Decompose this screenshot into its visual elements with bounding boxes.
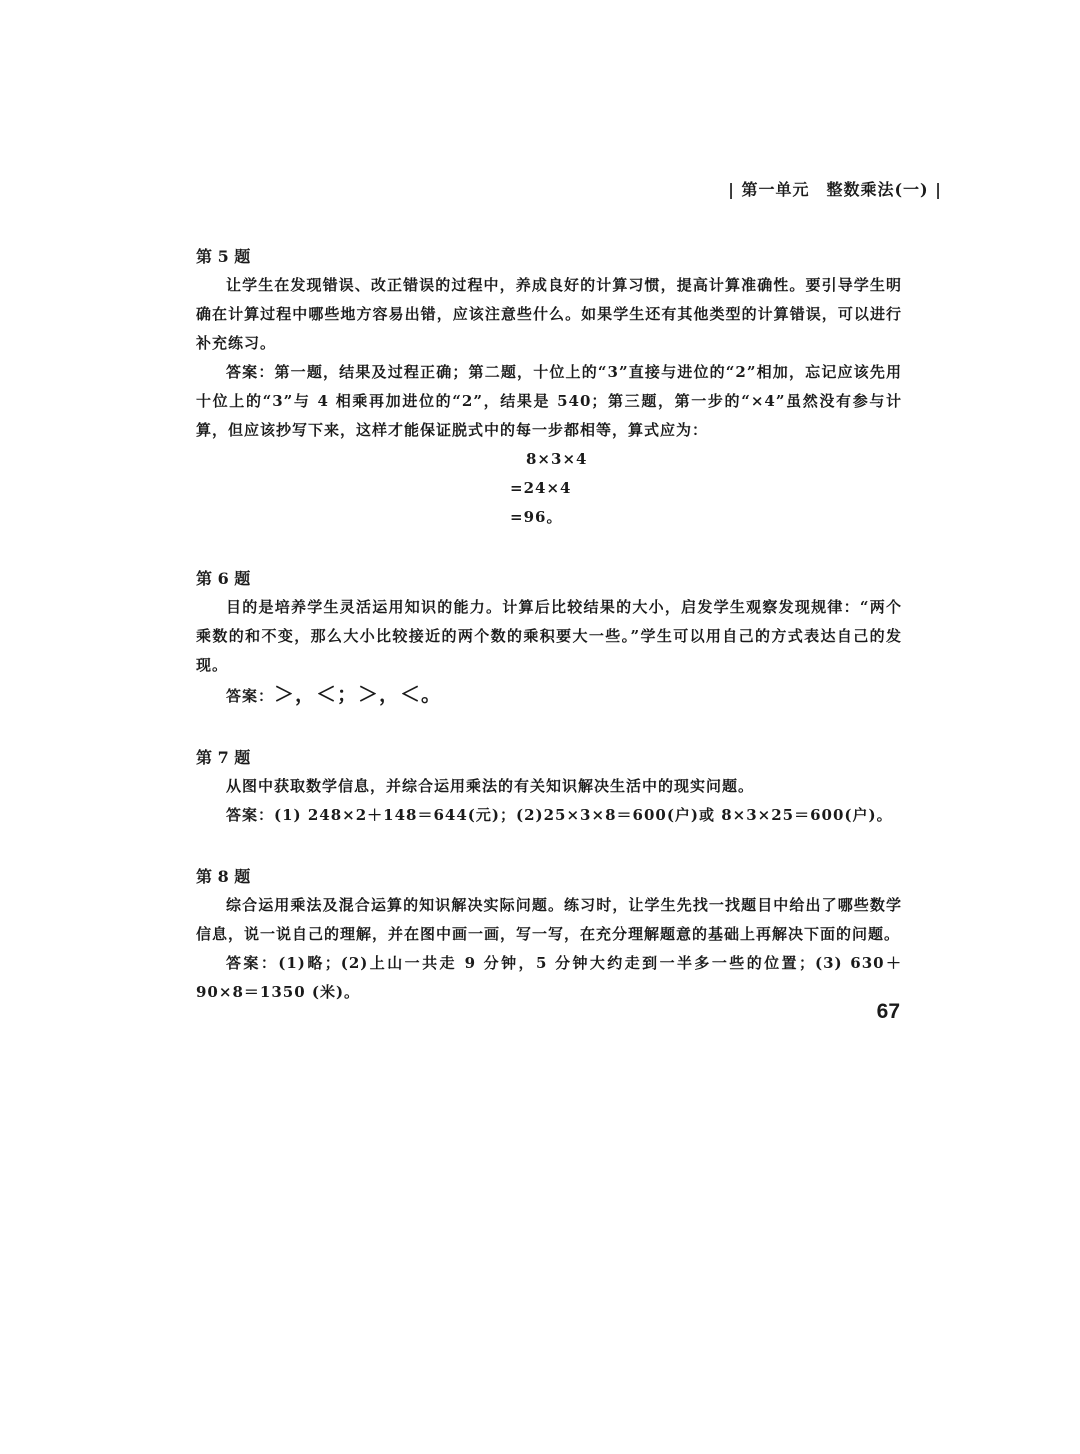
paragraph: 目的是培养学生灵活运用知识的能力。计算后比较结果的大小，启发学生观察发现规律：“两个乘数的和不变，那么大小比较接近的两个数的乘积要大一些。”学生可以用自己的方式表达自己的发现。 bbox=[196, 598, 902, 674]
equation-line: 8×3×4 bbox=[526, 450, 588, 468]
equation-line: =96。 bbox=[510, 508, 563, 526]
page-number: 67 bbox=[876, 1000, 900, 1023]
answer-paragraph: 答案：(1) 248×2＋148＝644(元)；(2)25×3×8＝600(户)或 8×3×25＝600(户)。 bbox=[226, 806, 893, 824]
answer-label: 答案： bbox=[226, 687, 275, 705]
section-title: 第 5 题 bbox=[196, 247, 251, 266]
section-problem-5 bbox=[196, 242, 902, 532]
answer-paragraph: 答案：第一题，结果及过程正确；第二题，十位上的“3”直接与进位的“2”相加，忘记应该先用十位上的“3”与 4 相乘再加进位的“2”，结果是 540；第三题，第一步的“×4”虽然没有参与计算，但应该抄写下来，这样才能保证脱式中的每一步都相等，算式应为： bbox=[196, 363, 902, 439]
section-title: 第 8 题 bbox=[196, 867, 251, 886]
section-problem-6 bbox=[196, 564, 902, 711]
page-content bbox=[196, 242, 902, 1039]
section-title: 第 7 题 bbox=[196, 748, 251, 767]
section-title: 第 6 题 bbox=[196, 569, 251, 588]
running-header: | 第一单元 整数乘法(一) | bbox=[728, 180, 942, 199]
section-problem-8 bbox=[196, 862, 902, 1007]
paragraph: 综合运用乘法及混合运算的知识解决实际问题。练习时，让学生先找一找题目中给出了哪些数学信息，说一说自己的理解，并在图中画一画，写一写，在充分理解题意的基础上再解决下面的问题。 bbox=[196, 896, 902, 943]
section-problem-7 bbox=[196, 743, 902, 830]
answer-symbols: ＞，＜；＞，＜。 bbox=[274, 682, 443, 706]
paragraph: 让学生在发现错误、改正错误的过程中，养成良好的计算习惯，提高计算准确性。要引导学生明确在计算过程中哪些地方容易出错，应该注意些什么。如果学生还有其他类型的计算错误，可以进行补充练习。 bbox=[196, 276, 902, 352]
answer-paragraph bbox=[196, 680, 902, 711]
answer-paragraph: 答案：(1)略；(2)上山一共走 9 分钟，5 分钟大约走到一半多一些的位置；(3) 630＋90×8＝1350 (米)。 bbox=[196, 954, 902, 1001]
paragraph: 从图中获取数学信息，并综合运用乘法的有关知识解决生活中的现实问题。 bbox=[226, 777, 755, 795]
equation-line: =24×4 bbox=[510, 479, 572, 497]
